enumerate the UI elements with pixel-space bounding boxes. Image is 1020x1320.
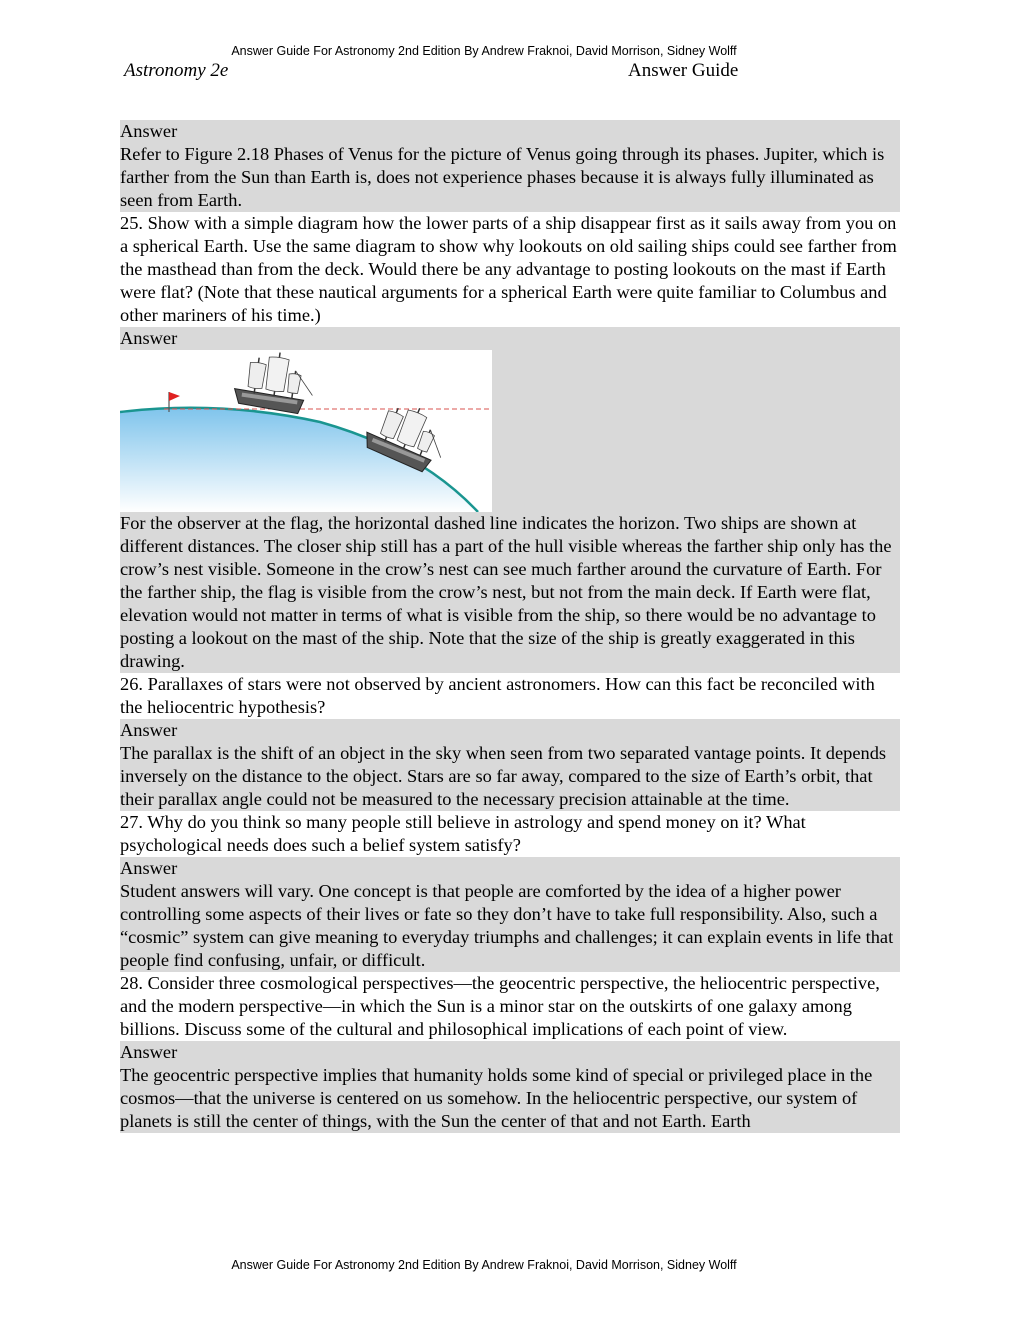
page-content [120, 120, 900, 1133]
answer-label: Answer [120, 121, 178, 141]
answer-label: Answer [120, 328, 178, 348]
guide-title: Answer Guide [628, 60, 739, 81]
answer-block-26 [120, 719, 900, 811]
question-27: 27. Why do you think so many people still believe in astrology and spend money on it? What psychological needs does such a belief system satisfy? [120, 812, 806, 855]
answer-text: The parallax is the shift of an object in the sky when seen from two separated vantage points. It depends inversely on the distance to the object. Stars are so far away, compared to the size of Earth’s orbit, that their parallax angle could not be measured to the necessary precision attainable at the time. [120, 743, 887, 809]
answer-label: Answer [120, 720, 178, 740]
running-header: Answer Guide For Astronomy 2nd Edition By Andrew Fraknoi, David Morrison, Sidney Wolff [231, 44, 737, 58]
question-28: 28. Consider three cosmological perspectives—the geocentric perspective, the heliocentric perspective, and the modern perspective—in which the Sun is a minor star on the outskirts of one galaxy among billions. Discuss some of the cultural and philosophical implications of each point of view. [120, 973, 880, 1039]
answer-label: Answer [120, 1042, 178, 1062]
answer-block-27 [120, 857, 900, 972]
running-footer: Answer Guide For Astronomy 2nd Edition By Andrew Fraknoi, David Morrison, Sidney Wolff [231, 1258, 737, 1272]
answer-text: Refer to Figure 2.18 Phases of Venus for the picture of Venus going through its phases. Jupiter, which is farther from the Sun than Earth is, does not experience phases because it is always fully illuminated as seen from Earth. [120, 144, 885, 210]
answer-label: Answer [120, 858, 178, 878]
question-26: 26. Parallaxes of stars were not observed by ancient astronomers. How can this fact be reconciled with the heliocentric hypothesis? [120, 674, 875, 717]
answer-block [120, 120, 900, 212]
question-25: 25. Show with a simple diagram how the lower parts of a ship disappear first as it sails away from you on a spherical Earth. Use the same diagram to show why lookouts on old sailing ships could see farther from the masthead than from the deck. Would there be any advantage to posting lookouts on the mast if Earth were flat? (Note that these nautical arguments for a spherical Earth were quite familiar to Columbus and other mariners of his time.) [120, 213, 897, 325]
answer-block-28 [120, 1041, 900, 1133]
answer-text: The geocentric perspective implies that humanity holds some kind of special or privileged place in the cosmos—that the universe is centered on us somehow. In the heliocentric perspective, our system of planets is still the center of things, with the Sun the center of that and not Earth. Earth [120, 1065, 873, 1131]
answer-text: For the observer at the flag, the horizontal dashed line indicates the horizon. Two ships are shown at different distances. The closer ship still has a part of the hull visible whereas the farther ship only has the crow’s nest visible. Someone in the crow’s nest can see much farther around the curvature of Earth. For the farther ship, the flag is visible from the crow’s nest, but not from the main deck. If Earth were flat, elevation would not matter in terms of what is visible from the ship, so there would be no advantage to posting a lookout on the mast of the ship. Note that the size of the ship is greatly exaggerated in this drawing. [120, 513, 892, 671]
answer-text: Student answers will vary. One concept is that people are comforted by the idea of a higher power controlling some aspects of their lives or fate so they don’t have to take full responsibility. Also, such a “cosmic” system can give meaning to everyday triumphs and challenges; it can explain events in life that people find confusing, unfair, or difficult. [120, 881, 894, 970]
book-title: Astronomy 2e [124, 60, 229, 81]
ships-on-curved-earth-diagram [120, 350, 492, 512]
answer-block-25 [120, 327, 900, 673]
